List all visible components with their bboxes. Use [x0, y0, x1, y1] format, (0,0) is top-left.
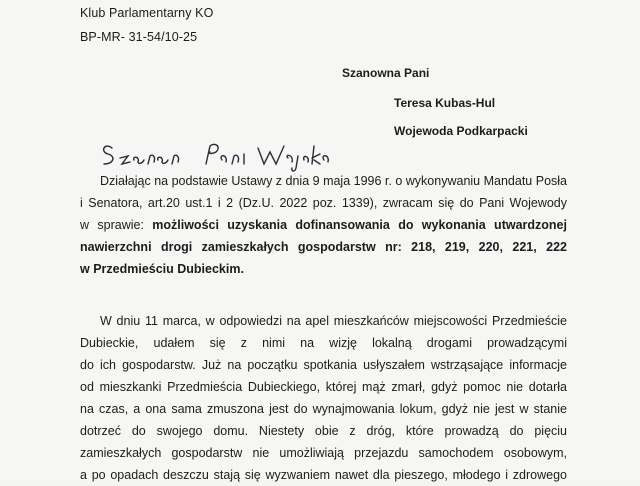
paragraph-request — [80, 170, 567, 280]
paragraph-line-bold: możliwości uzyskania dofinansowania do wykonania utwardzonej — [152, 218, 567, 232]
paragraph-line: W dniu 11 marca, w odpowiedzi na apel mieszkańców miejscowości Przedmieście — [100, 314, 567, 328]
paragraph-line: i Senatora, art.20 ust.1 i 2 (Dz.U. 2022 poz. 1339), zwracam się do Pani Wojewody — [80, 196, 567, 210]
paragraph-line-bold: nawierzchni drogi zamieszkałych gospodarstw nr: 218, 219, 220, 221, 222 — [80, 240, 567, 254]
paragraph-line — [80, 258, 567, 280]
addressee-office: Wojewoda Podkarpacki — [394, 124, 528, 138]
paragraph-line: Dubieckie, udałem się z nimi na wizję lokalną drogami prowadzącymi — [80, 336, 567, 350]
paragraph-line: do ich gospodarstw. Już na początku spotkania usłyszałem wstrząsające informacje — [80, 358, 567, 372]
paragraph-line: dotrzeć do swojego domu. Niestety obie z dróg, które prowadzą do pięciu — [80, 424, 567, 438]
paragraph-line: a po opadach deszczu stają się wyzwaniem nawet dla pieszego, młodego i zdrowego — [80, 468, 567, 482]
paragraph-line-normal: w sprawie: — [80, 218, 153, 232]
handwritten-salutation — [98, 134, 330, 174]
paragraph-visit — [80, 310, 567, 486]
addressee-name: Teresa Kubas-Hul — [394, 96, 496, 110]
paragraph-line: od mieszkanki Przedmieścia Dubieckiego, której mąż zmarł, gdyż pomoc nie dotarła — [80, 380, 567, 394]
reference-number: BP-MR- 31-54/10-25 — [80, 30, 198, 44]
paragraph-line-bold: w Przedmieściu Dubieckim. — [80, 262, 244, 276]
addressee-greeting: Szanowna Pani — [342, 66, 430, 80]
sender-club: Klub Parlamentarny KO — [80, 6, 214, 20]
paragraph-line: Działając na podstawie Ustawy z dnia 9 maja 1996 r. o wykonywaniu Mandatu Posła — [100, 174, 567, 188]
paragraph-line — [80, 214, 567, 236]
paragraph-line: na czas, a ona sama zmuszona jest do wynajmowania lokum, gdyż nie jest w stanie — [80, 402, 567, 416]
paragraph-line: zamieszkałych gospodarstw nie umożliwiają przejazdu samochodem osobowym, — [80, 446, 567, 460]
paragraph-line — [80, 236, 567, 258]
